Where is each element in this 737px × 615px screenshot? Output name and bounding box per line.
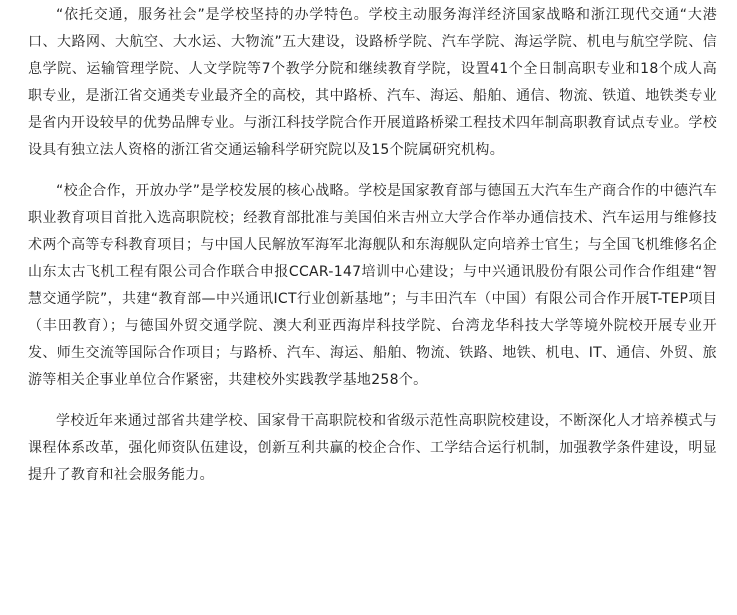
paragraph-traffic-service: “依托交通，服务社会”是学校坚持的办学特色。学校主动服务海洋经济国家战略和浙江现代交通“大港口、大路网、大航空、大水运、大物流”五大建设，设路桥学院、汽车学院、海运学院、机电与航空学院、信息学院、运输管理学院、人文学院等7个教学分院和继续教育学院，设置41个全日制高职专业和18个成人高职专业，是浙江省交通类专业最齐全的高校，其中路桥、汽车、海运、船舶、通信、物流、铁道、地铁类专业是省内开设较早的优势品牌专业。与浙江科技学院合作开展道路桥梁工程技术四年制高职教育试点专业。学校设具有独立法人资格的浙江省交通运输科学研究院以及15个院属研究机构。 bbox=[28, 7, 717, 158]
paragraph-school-enterprise-cooperation: “校企合作，开放办学”是学校发展的核心战略。学校是国家教育部与德国五大汽车生产商合作的中德汽车职业教育项目首批入选高职院校；经教育部批准与美国伯米吉州立大学合作举办通信技术、汽车运用与维修技术两个高等专科教育项目；与中国人民解放军海军北海舰队和东海舰队定向培养士官生；与全国飞机维修名企山东太古飞机工程有限公司合作联合申报CCAR-147培训中心建设；与中兴通讯股份有限公司作合作组建“智慧交通学院”，共建“教育部—中兴通讯ICT行业创新基地”；与丰田汽车（中国）有限公司合作开展T-TEP项目（丰田教育）；与德国外贸交通学院、澳大利亚西海岸科技学院、台湾龙华科技大学等境外院校开展专业开发、师生交流等国际合作项目；与路桥、汽车、海运、船舶、物流、铁路、地铁、机电、IT、通信、外贸、旅游等相关企事业单位合作紧密，共建校外实践教学基地258个。 bbox=[28, 183, 717, 388]
paragraph-recent-development: 学校近年来通过部省共建学校、国家骨干高职院校和省级示范性高职院校建设，不断深化人才培养模式与课程体系改革，强化师资队伍建设，创新互利共赢的校企合作、工学结合运行机制，加强教学条件建设，明显提升了教育和社会服务能力。 bbox=[28, 413, 717, 483]
